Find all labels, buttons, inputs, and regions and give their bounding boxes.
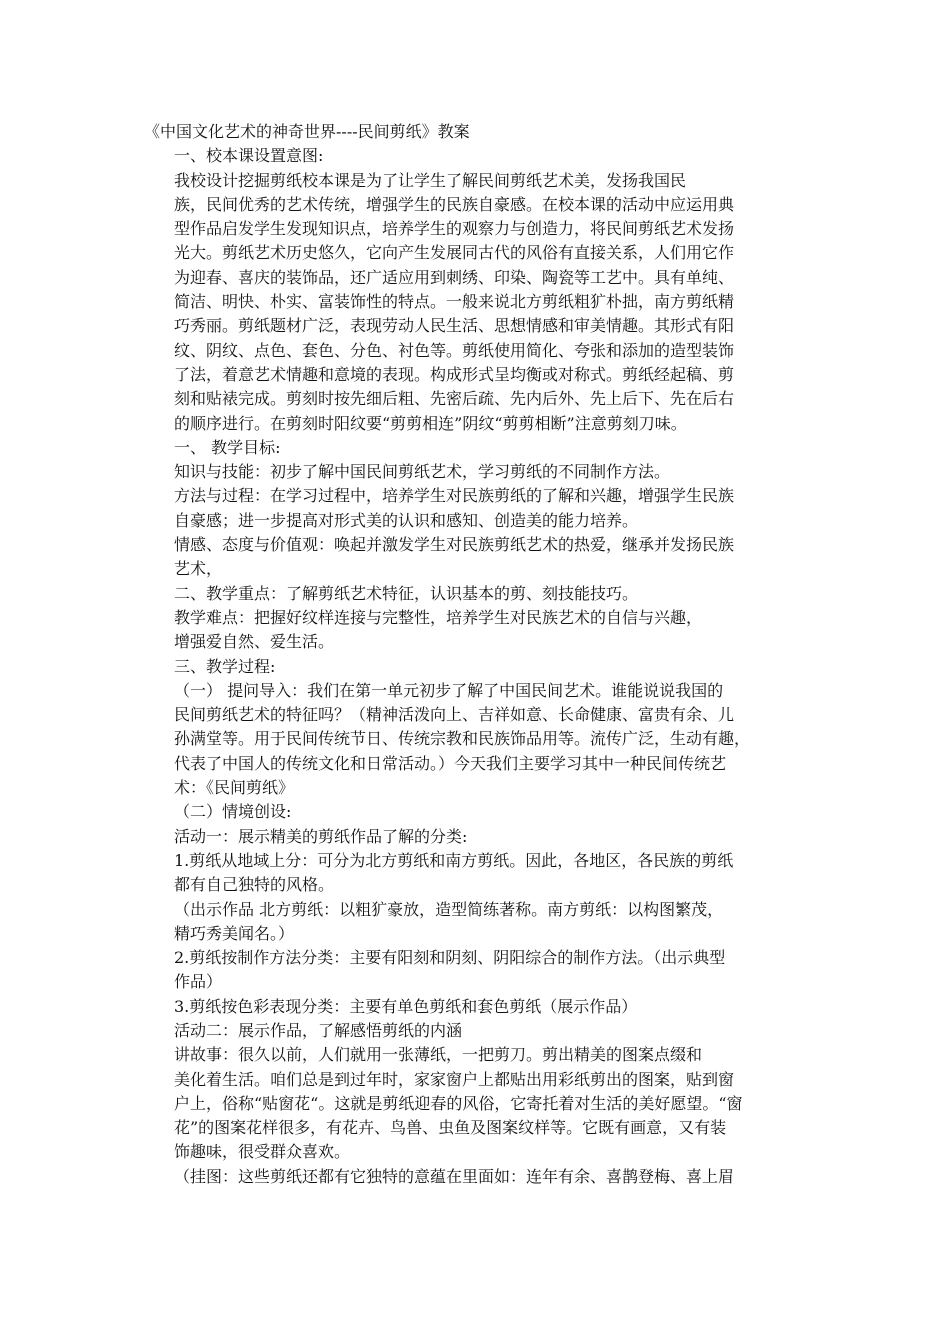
text-line: （出示作品 北方剪纸：以粗犷豪放，造型简练著称。南方剪纸：以构图繁茂， — [174, 899, 724, 919]
text-line: 教学难点：把握好纹样连接与完整性，培养学生对民族艺术的自信与兴趣， — [174, 607, 703, 627]
text-line: 精巧秀美闻名。） — [174, 923, 295, 943]
text-line: 知识与技能：初步了解中国民间剪纸艺术，学习剪纸的不同制作方法。 — [174, 462, 671, 482]
text-line: 术：《民间剪纸》 — [174, 778, 295, 798]
document-body — [144, 120, 774, 1189]
text-line: 情感、态度与价值观：唤起并激发学生对民族剪纸艺术的热爱，继承并发扬民族 — [174, 535, 735, 555]
text-line: 饰趣味，很受群众喜欢。 — [174, 1142, 351, 1162]
text-line: 美化着生活。咱们总是到过年时，家家窗户上都贴出用彩纸剪出的图案，贴到窗 — [174, 1069, 735, 1089]
text-line: 二、教学重点：了解剪纸艺术特征，认识基本的剪、刻技能技巧。 — [174, 583, 639, 603]
text-line: 型作品启发学生发现知识点，培养学生的观察力与创造力，将民间剪纸艺术发扬 — [174, 219, 735, 239]
text-line: 族，民间优秀的艺术传统，增强学生的民族自豪感。在校本课的活动中应运用典 — [174, 194, 735, 214]
text-line: 花”的图案花样很多，有花卉、鸟兽、虫鱼及图案纹样等。它既有画意，又有装 — [174, 1118, 727, 1138]
document-title: 《中国文化艺术的神奇世界----民间剪纸》教案 — [144, 122, 470, 141]
text-line: 简洁、明快、朴实、富装饰性的特点。一般来说北方剪纸粗犷朴拙，南方剪纸精 — [174, 292, 735, 312]
text-line: 孙满堂等。用于民间传统节日、传统宗教和民族饰品用等。流传广泛，生动有趣， — [174, 729, 751, 749]
text-line: 了法，着意艺术情趣和意境的表现。构成形式呈均衡或对称式。剪纸经起稿、剪 — [174, 364, 735, 384]
text-line: 活动二：展示作品，了解感悟剪纸的内涵 — [174, 1020, 463, 1040]
text-line: 一、校本课设置意图: — [174, 146, 324, 166]
text-line: 增强爱自然、爱生活。 — [174, 632, 335, 652]
text-line: （二）情境创设: — [174, 802, 292, 822]
text-line: 都有自己独特的风格。 — [174, 875, 335, 895]
text-line: 巧秀丽。剪纸题材广泛，表现劳动人民生活、思想情感和审美情趣。其形式有阳 — [174, 316, 735, 336]
text-line: 自豪感；进一步提高对形式美的认识和感知、创造美的能力培养。 — [174, 510, 639, 530]
text-line: 刻和贴裱完成。剪刻时按先细后粗、先密后疏、先内后外、先上后下、先在后右 — [174, 389, 735, 409]
text-line: 一、 教学目标: — [174, 437, 281, 457]
text-line: 1.剪纸从地域上分：可分为北方剪纸和南方剪纸。因此，各地区，各民族的剪纸 — [174, 850, 734, 870]
text-line: 纹、阴纹、点色、套色、分色、衬色等。剪纸使用简化、夸张和添加的造型装饰 — [174, 340, 735, 360]
text-line: 三、教学过程: — [174, 656, 276, 676]
text-line: 讲故事：很久以前，人们就用一张薄纸，一把剪刀。剪出精美的图案点缀和 — [174, 1045, 703, 1065]
text-line: 为迎春、喜庆的装饰品，还广适应用到刺绣、印染、陶瓷等工艺中。具有单纯、 — [174, 267, 735, 287]
text-line: 3.剪纸按色彩表现分类：主要有单色剪纸和套色剪纸（展示作品） — [174, 996, 638, 1016]
text-line: 我校设计挖掘剪纸校本课是为了让学生了解民间剪纸艺术美，发扬我国民 — [174, 170, 687, 190]
text-line: 活动一：展示精美的剪纸作品了解的分类: — [174, 826, 468, 846]
text-line: 民间剪纸艺术的特征吗？（精神活泼向上、吉祥如意、长命健康、富贵有余、儿 — [174, 705, 735, 725]
text-line: 光大。剪纸艺术历史悠久，它向产生发展同古代的风俗有直接关系，人们用它作 — [174, 243, 735, 263]
text-line: 的顺序进行。在剪刻时阳纹要“剪剪相连”阴纹“剪剪相断”注意剪刻刀味。 — [174, 413, 687, 433]
text-line: （挂图：这些剪纸还都有它独特的意蕴在里面如：连年有余、喜鹊登梅、喜上眉 — [174, 1166, 735, 1186]
document-lines — [174, 144, 774, 1189]
text-line: 代表了中国人的传统文化和日常活动。）今天我们主要学习其中一种民间传统艺 — [174, 753, 727, 773]
text-line: 2.剪纸按制作方法分类：主要有阳刻和阴刻、阴阳综合的制作方法。（出示典型 — [174, 948, 726, 968]
text-line: 艺术， — [174, 559, 223, 579]
text-line: 方法与过程：在学习过程中，培养学生对民族剪纸的了解和兴趣，增强学生民族 — [174, 486, 735, 506]
text-line: 户上，俗称“贴窗花“。这就是剪纸迎春的风俗，它寄托着对生活的美好愿望。“窗 — [174, 1093, 743, 1113]
text-line: 作品） — [174, 972, 223, 992]
text-line: （一） 提问导入：我们在第一单元初步了解了中国民间艺术。谁能说说我国的 — [174, 680, 724, 700]
